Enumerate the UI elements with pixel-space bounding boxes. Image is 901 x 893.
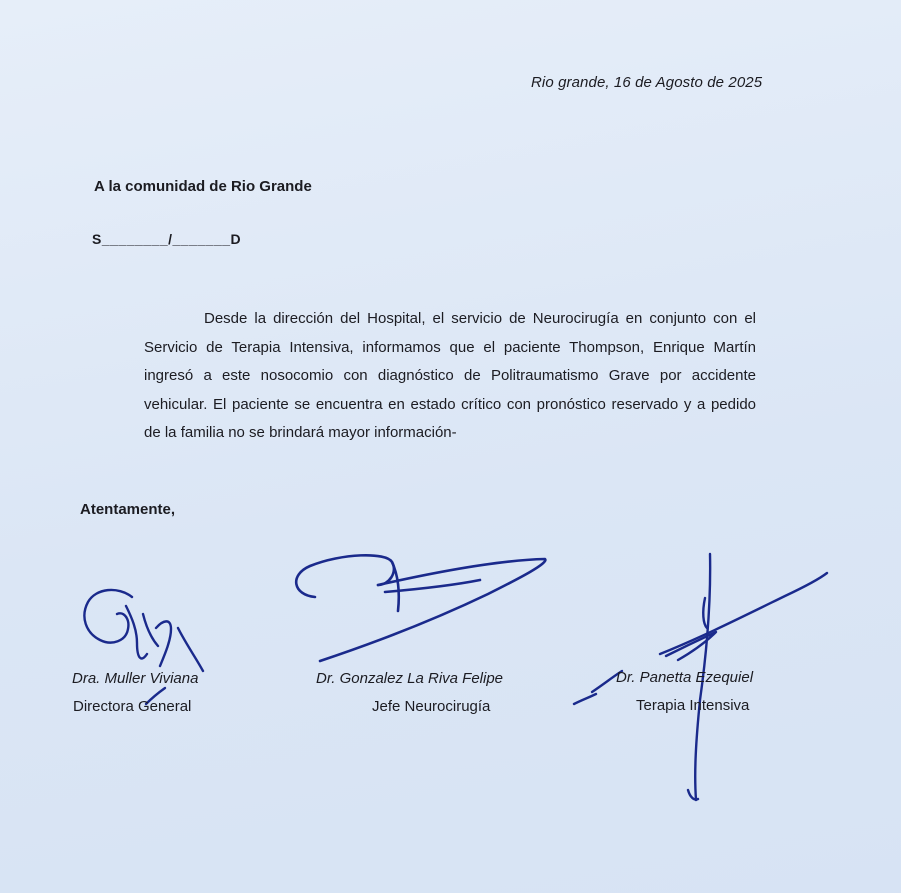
signatory-role-panetta: Terapia Intensiva — [636, 697, 750, 714]
letter-salutation: S________/_______D — [92, 231, 242, 247]
signature-gonzalez-icon — [296, 555, 545, 661]
letter-closing: Atentamente, — [80, 501, 176, 518]
letter-date: Rio grande, 16 de Agosto de 2025 — [531, 74, 763, 91]
signatory-name-muller: Dra. Muller Viviana — [72, 670, 199, 687]
signatory-name-panetta: Dr. Panetta Ezequiel — [616, 669, 754, 686]
signatory-role-gonzalez: Jefe Neurocirugía — [372, 698, 491, 715]
letter-recipient: A la comunidad de Rio Grande — [94, 178, 312, 195]
letter-body: Desde la dirección del Hospital, el servicio de Neurocirugía en conjunto con el Servicio de Terapia Intensiva, informamos que el paciente Thompson, Enrique Martín ingresó a este nosocomio con diagnóstico de Politraumatismo Grave por accidente vehicular. El paciente se encuentra en estado crítico con pronóstico reservado y a pedido de la familia no se brindará mayor información- — [144, 310, 756, 441]
signatory-role-muller: Directora General — [73, 698, 192, 715]
signatory-name-gonzalez: Dr. Gonzalez La Riva Felipe — [316, 670, 504, 687]
